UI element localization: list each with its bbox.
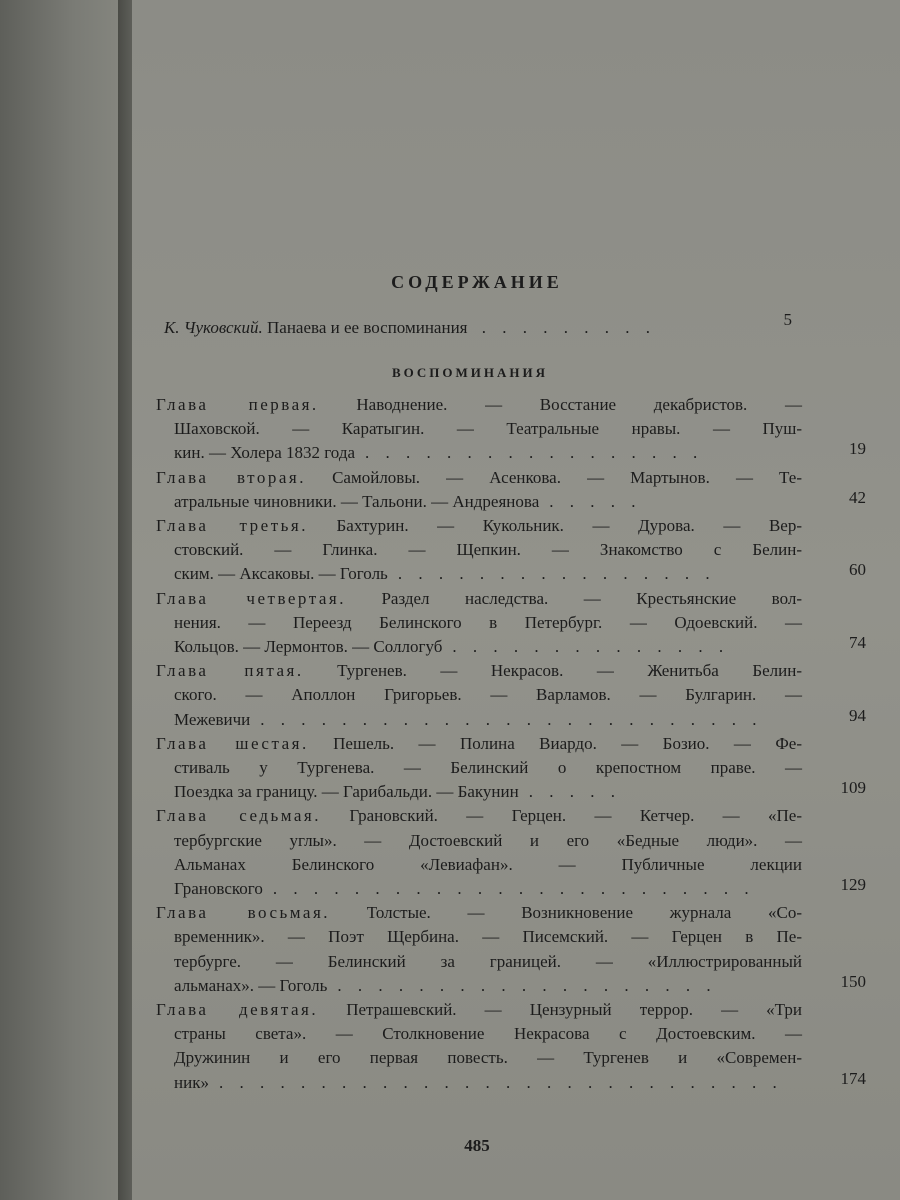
chapter-text: кин. — Холера 1832 года [174,443,356,463]
toc-entry-line [132,393,872,417]
chapter-label: Глава третья. [156,516,308,536]
previous-page-edge [0,0,122,1200]
chapter-text: Раздел наследства. — Крестьянские вол- [381,588,802,608]
toc-entry-line [132,441,872,465]
chapter-label: Глава первая. [156,395,319,414]
toc-entry [132,659,872,732]
toc-entry-line [132,538,872,562]
toc-entry-line [132,853,872,877]
chapter-text: Толстые. — Возникновение журнала «Со- [366,903,802,923]
chapter-page-number: 94 [849,705,866,725]
toc-entry-line [132,974,872,998]
chapter-text: альманах». — Гоголь [174,975,328,995]
chapter-text: Наводнение. — Восстание декабристов. — [356,395,802,414]
chapter-label: Глава шестая. [156,733,309,753]
chapter-text: стовский. — Глинка. — Щепкин. — Знакомство с Белин- [174,540,802,560]
toc-entry-line [132,925,872,949]
chapter-text: страны света». — Столкновение Некрасова с Достоевским. — [174,1024,802,1044]
toc-entry-line [132,756,872,780]
chapter-page-number: 109 [840,778,866,798]
chapter-label: Глава восьмая. [156,903,331,923]
toc-entry-line [132,877,872,901]
chapter-page-number: 74 [849,633,866,653]
toc-entry-line [132,998,872,1022]
chapter-text: временник». — Поэт Щербина. — Писемский. — Герцен в Пе- [174,927,802,947]
chapter-text: Межевичи [174,709,251,729]
toc-entry-line [132,708,872,732]
dot-leader: . . . . . . . . . . . . . . . . . [365,443,704,463]
chapter-page-number: 150 [840,971,866,991]
toc-entry-line [132,587,872,611]
chapter-label: Глава вторая. [156,467,306,487]
chapter-text: Грановский. — Герцен. — Кетчер. — «Пе- [349,806,802,826]
chapter-text: тербурге. — Белинский за границей. — «Иллюстрированный [174,951,802,971]
chapter-page-number: 129 [840,875,866,895]
toc-entry-line [132,1022,872,1046]
toc-entry [132,804,872,901]
chapter-text: Грановского [174,879,263,899]
book-page [132,0,900,1200]
toc-entry-line [132,1071,872,1095]
toc-entry-line [132,732,872,756]
chapter-label: Глава седьмая. [156,806,321,826]
toc-entry [132,732,872,805]
chapter-text: Бахтурин. — Кукольник. — Дурова. — Вер- [336,516,802,536]
dot-leader: . . . . . . . . . . . . . . . . . . . [337,975,717,995]
chapter-text: Пешель. — Полина Виардо. — Бозио. — Фе- [333,733,802,753]
chapter-text: Дружинин и его первая повесть. — Тургенев и «Современ- [174,1048,802,1068]
chapter-page-number: 60 [849,560,866,580]
toc-entry-line [132,562,872,586]
toc-entry-line [132,1046,872,1070]
section-title: ВОСПОМИНАНИЯ [391,365,549,380]
toc-entry-line [132,611,872,635]
chapter-page-number: 174 [840,1068,866,1088]
intro-entry [164,318,804,338]
chapter-text: тербургские углы». — Достоевский и его «Бедные люди». — [174,830,802,850]
toc-entry-line [132,417,872,441]
chapter-page-number: 42 [849,487,866,507]
toc-entry-line [132,804,872,828]
chapter-label: Глава пятая. [156,661,304,681]
dot-leader: . . . . . . . . . . . . . . . . . . . . . . . . . . . . [218,1072,783,1092]
chapter-text: Кольцов. — Лермонтов. — Соллогуб [174,637,443,657]
intro-title: Панаева и ее воспоминания [267,318,468,337]
page-title: СОДЕРЖАНИЕ [391,272,563,292]
chapter-text: атральные чиновники. — Тальони. — Андреянова [174,491,540,511]
toc-entry-line [132,683,872,707]
intro-page-number: 5 [783,310,792,329]
chapter-label: Глава девятая. [156,1000,319,1020]
toc-entry-line [132,901,872,925]
dot-leader: . . . . . . . . . . . . . . . . . . . . . . . . . [260,709,763,729]
chapter-text: Петрашевский. — Цензурный террор. — «Три [346,1000,803,1020]
page-number: 485 [464,1136,490,1155]
chapter-text: нения. — Переезд Белинского в Петербург. — Одоевский. — [174,612,802,632]
toc-entry-line [132,780,872,804]
toc-entry-line [132,466,872,490]
toc-entry-line [132,950,872,974]
chapter-label: Глава четвертая. [156,588,346,608]
toc-entry [132,587,872,660]
dot-leader: . . . . . . . . . . . . . . . . [397,564,716,584]
chapter-text: ник» [174,1072,209,1092]
dot-leader: . . . . . . . . . . . . . . . . . . . . . . . . [272,879,755,899]
toc-entry [132,393,872,466]
chapter-text: Альманах Белинского «Левиафан». — Публичные лекции [174,854,802,874]
toc-entry-line [132,514,872,538]
chapter-text: Тургенев. — Некрасов. — Женитьба Белин- [337,661,802,681]
chapter-text: Самойловы. — Асенкова. — Мартынов. — Те- [332,467,802,487]
toc-entry [132,901,872,998]
chapter-page-number: 19 [849,439,866,459]
chapter-text: ским. — Аксаковы. — Гоголь [174,564,388,584]
table-of-contents [132,393,872,1095]
toc-entry-line [132,659,872,683]
dot-leader: . . . . . . . . . . . . . . [452,637,730,657]
toc-entry [132,466,872,514]
dot-leader: . . . . . [528,782,621,802]
intro-leader: . . . . . . . . . [481,318,656,337]
dot-leader: . . . . . [549,491,642,511]
chapter-text: ского. — Аполлон Григорьев. — Варламов. — Булгарин. — [174,685,802,705]
chapter-text: Поездка за границу. — Гарибальди. — Бакунин [174,782,519,802]
intro-author: К. Чуковский. [164,318,263,337]
toc-entry-line [132,490,872,514]
toc-entry-line [132,635,872,659]
toc-entry-line [132,829,872,853]
toc-entry [132,514,872,587]
chapter-text: Шаховской. — Каратыгин. — Театральные нравы. — Пуш- [174,419,802,439]
chapter-text: стиваль у Тургенева. — Белинский о крепостном праве. — [174,758,802,778]
toc-entry [132,998,872,1095]
